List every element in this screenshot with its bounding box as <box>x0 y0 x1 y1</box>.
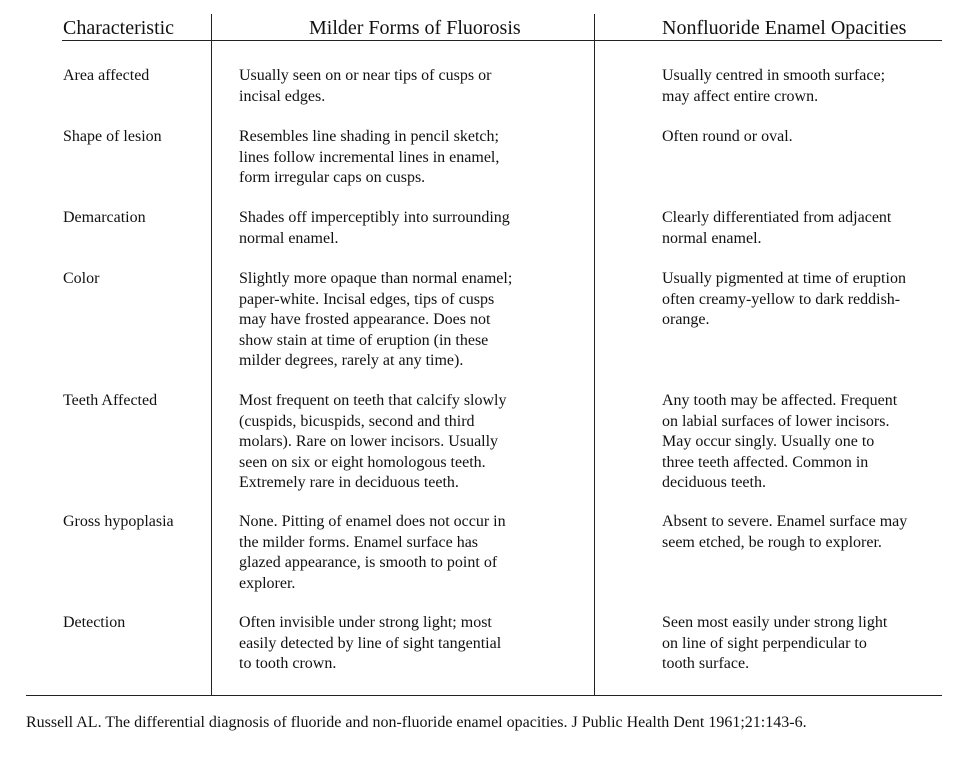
characteristic-cell: Shape of lesion <box>63 128 162 145</box>
header-rule <box>62 40 942 41</box>
nonfluoride-cell: Often round or oval. <box>662 128 793 145</box>
characteristic-cell: Area affected <box>63 67 150 84</box>
nonfluoride-cell: Absent to severe. Enamel surface may seem etched, be rough to explorer. <box>662 513 908 551</box>
header-nonfluoride-opacities: Nonfluoride Enamel Opacities <box>662 17 907 39</box>
table-row <box>0 613 971 693</box>
comparison-table-body <box>0 66 971 693</box>
table-row <box>0 512 971 613</box>
fluorosis-cell: Shades off imperceptibly into surrounding normal enamel. <box>239 209 510 247</box>
nonfluoride-cell: Usually centred in smooth surface; may affect entire crown. <box>662 67 886 105</box>
characteristic-cell: Detection <box>63 614 126 631</box>
table-bottom-rule <box>26 695 942 696</box>
nonfluoride-cell: Any tooth may be affected. Frequent on labial surfaces of lower incisors. May occur singly. Usually one to three teeth affected. Common in deciduous teeth. <box>662 392 898 491</box>
table-row <box>0 269 971 391</box>
header-characteristic: Characteristic <box>63 17 175 39</box>
fluorosis-cell: Resembles line shading in pencil sketch; lines follow incremental lines in enamel, form irregular caps on cusps. <box>239 128 500 186</box>
header-milder-fluorosis: Milder Forms of Fluorosis <box>309 17 521 39</box>
fluorosis-cell: Slightly more opaque than normal enamel; paper-white. Incisal edges, tips of cusps may have frosted appearance. Does not show stain at time of eruption (in these milder degrees, rarely at any time). <box>239 270 513 369</box>
nonfluoride-cell: Clearly differentiated from adjacent normal enamel. <box>662 209 892 247</box>
table-row <box>0 66 971 127</box>
nonfluoride-cell: Usually pigmented at time of eruption often creamy-yellow to dark reddish- orange. <box>662 270 906 328</box>
fluorosis-cell: Usually seen on or near tips of cusps or incisal edges. <box>239 67 492 105</box>
fluorosis-cell: Often invisible under strong light; most easily detected by line of sight tangential to tooth crown. <box>239 614 502 672</box>
table-row <box>0 391 971 512</box>
fluorosis-cell: None. Pitting of enamel does not occur in the milder forms. Enamel surface has glazed appearance, is smooth to point of explorer. <box>239 513 506 592</box>
source-citation: Russell AL. The differential diagnosis of fluoride and non-fluoride enamel opacities. J Public Health Dent 1961;21:143-6. <box>26 714 807 731</box>
nonfluoride-cell: Seen most easily under strong light on line of sight perpendicular to tooth surface. <box>662 614 888 672</box>
table-row <box>0 208 971 269</box>
characteristic-cell: Gross hypoplasia <box>63 513 174 530</box>
fluorosis-cell: Most frequent on teeth that calcify slowly (cuspids, bicuspids, second and third molars). Rare on lower incisors. Usually seen on six or eight homologous teeth. Extremely rare in deciduous teeth. <box>239 392 507 491</box>
characteristic-cell: Color <box>63 270 100 287</box>
characteristic-cell: Teeth Affected <box>63 392 158 409</box>
table-row <box>0 127 971 208</box>
characteristic-cell: Demarcation <box>63 209 146 226</box>
